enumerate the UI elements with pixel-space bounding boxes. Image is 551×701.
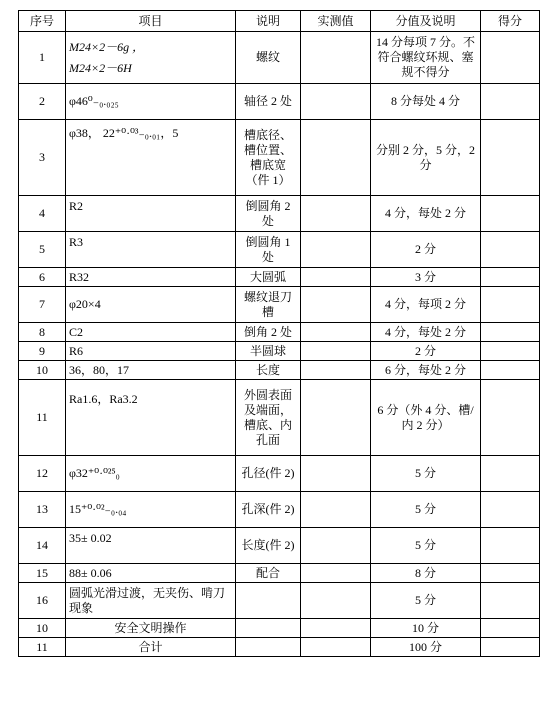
row-item: 15⁺⁰·⁰²₋₀.₀₄ (66, 492, 236, 528)
row-number: 12 (19, 456, 66, 492)
row-score: 4 分，每处 2 分 (371, 323, 481, 342)
table-row (19, 32, 540, 84)
table-row (19, 619, 540, 638)
row-score: 3 分 (371, 268, 481, 287)
row-measured (301, 287, 371, 323)
table-row (19, 120, 540, 196)
row-measured (301, 323, 371, 342)
row-measured (301, 196, 371, 232)
row-measured (301, 32, 371, 84)
row-desc: 螺纹 (236, 32, 301, 84)
row-item: φ20×4 (66, 287, 236, 323)
row-number: 3 (19, 120, 66, 196)
row-desc: 半圆球 (236, 342, 301, 361)
row-number: 2 (19, 84, 66, 120)
row-item: Ra1.6，Ra3.2 (66, 380, 236, 456)
item-line: M24×2－6g ， (69, 39, 145, 54)
row-item: R3 (66, 232, 236, 268)
row-item: 35± 0.02 (66, 528, 236, 564)
row-number: 5 (19, 232, 66, 268)
row-measured (301, 120, 371, 196)
row-item: 安全文明操作 (66, 619, 236, 638)
row-desc: 倒圆角 2 处 (236, 196, 301, 232)
row-desc (236, 638, 301, 657)
row-score: 5 分 (371, 528, 481, 564)
row-measured (301, 84, 371, 120)
row-desc: 孔深(件 2) (236, 492, 301, 528)
header-desc: 说明 (236, 11, 301, 32)
row-measured (301, 583, 371, 619)
row-score: 6 分，每处 2 分 (371, 361, 481, 380)
row-got (481, 196, 540, 232)
row-measured (301, 268, 371, 287)
row-number: 13 (19, 492, 66, 528)
row-got (481, 528, 540, 564)
table-row (19, 528, 540, 564)
row-number: 1 (19, 32, 66, 84)
scoring-table (18, 10, 540, 657)
row-desc: 倒圆角 1 处 (236, 232, 301, 268)
row-measured (301, 342, 371, 361)
row-got (481, 232, 540, 268)
row-number: 11 (19, 638, 66, 657)
row-score: 5 分 (371, 492, 481, 528)
row-item: φ32⁺⁰·⁰²⁵₀ (66, 456, 236, 492)
row-measured (301, 456, 371, 492)
row-desc: 长度 (236, 361, 301, 380)
row-got (481, 120, 540, 196)
row-measured (301, 232, 371, 268)
row-got (481, 287, 540, 323)
row-number: 10 (19, 361, 66, 380)
row-measured (301, 564, 371, 583)
row-score: 2 分 (371, 232, 481, 268)
table-row (19, 456, 540, 492)
row-number: 10 (19, 619, 66, 638)
row-measured (301, 619, 371, 638)
row-got (481, 268, 540, 287)
row-score: 分别 2 分，5 分，2 分 (371, 120, 481, 196)
row-item: R6 (66, 342, 236, 361)
row-score: 14 分每项 7 分。不符合螺纹环规、塞规不得分 (371, 32, 481, 84)
row-item: 88± 0.06 (66, 564, 236, 583)
table-row (19, 232, 540, 268)
row-got (481, 323, 540, 342)
row-number: 4 (19, 196, 66, 232)
row-got (481, 619, 540, 638)
row-item: C2 (66, 323, 236, 342)
row-desc (236, 583, 301, 619)
row-desc: 螺纹退刀槽 (236, 287, 301, 323)
header-score: 分值及说明 (371, 11, 481, 32)
row-desc: 外圆表面及端面，槽底、内孔面 (236, 380, 301, 456)
row-got (481, 638, 540, 657)
row-number: 15 (19, 564, 66, 583)
row-item: 36，80，17 (66, 361, 236, 380)
row-measured (301, 492, 371, 528)
row-desc: 大圆弧 (236, 268, 301, 287)
table-row (19, 268, 540, 287)
table-row (19, 342, 540, 361)
row-desc: 配合 (236, 564, 301, 583)
table-row (19, 492, 540, 528)
row-item: 合计 (66, 638, 236, 657)
row-score: 2 分 (371, 342, 481, 361)
row-desc: 孔径(件 2) (236, 456, 301, 492)
row-desc: 长度(件 2) (236, 528, 301, 564)
row-number: 8 (19, 323, 66, 342)
row-item: R2 (66, 196, 236, 232)
row-measured (301, 361, 371, 380)
row-score: 4 分，每项 2 分 (371, 287, 481, 323)
row-number: 11 (19, 380, 66, 456)
table-row (19, 380, 540, 456)
row-got (481, 492, 540, 528)
row-got (481, 361, 540, 380)
row-item: R32 (66, 268, 236, 287)
row-measured (301, 638, 371, 657)
table-row (19, 564, 540, 583)
row-got (481, 456, 540, 492)
row-score: 6 分（外 4 分、槽/内 2 分） (371, 380, 481, 456)
row-got (481, 32, 540, 84)
row-got (481, 380, 540, 456)
row-score: 10 分 (371, 619, 481, 638)
row-item: φ46⁰₋₀.₀₂₅ (66, 84, 236, 120)
table-row (19, 196, 540, 232)
row-score: 100 分 (371, 638, 481, 657)
header-measured: 实测值 (301, 11, 371, 32)
row-score: 8 分每处 4 分 (371, 84, 481, 120)
table-row (19, 323, 540, 342)
row-got (481, 583, 540, 619)
row-number: 14 (19, 528, 66, 564)
row-item: φ38， 22⁺⁰·⁰³₋₀.₀₁，5 (66, 120, 236, 196)
row-got (481, 84, 540, 120)
header-row (19, 11, 540, 32)
row-score: 5 分 (371, 583, 481, 619)
header-got: 得分 (481, 11, 540, 32)
row-number: 6 (19, 268, 66, 287)
table-row (19, 361, 540, 380)
item-line: M24×2－6H (69, 60, 132, 75)
header-no: 序号 (19, 11, 66, 32)
row-score: 8 分 (371, 564, 481, 583)
row-score: 4 分，每处 2 分 (371, 196, 481, 232)
row-desc (236, 619, 301, 638)
row-item (66, 32, 236, 84)
row-desc: 轴径 2 处 (236, 84, 301, 120)
row-got (481, 342, 540, 361)
row-item: 圆弧光滑过渡，无夹伤、啃刀现象 (66, 583, 236, 619)
row-got (481, 564, 540, 583)
table-row (19, 287, 540, 323)
table-row (19, 638, 540, 657)
row-number: 16 (19, 583, 66, 619)
row-desc: 槽底径、槽位置、槽底宽（件 1） (236, 120, 301, 196)
row-number: 9 (19, 342, 66, 361)
header-item: 项目 (66, 11, 236, 32)
row-desc: 倒角 2 处 (236, 323, 301, 342)
row-score: 5 分 (371, 456, 481, 492)
table-row (19, 583, 540, 619)
row-measured (301, 380, 371, 456)
table-row (19, 84, 540, 120)
row-measured (301, 528, 371, 564)
row-number: 7 (19, 287, 66, 323)
